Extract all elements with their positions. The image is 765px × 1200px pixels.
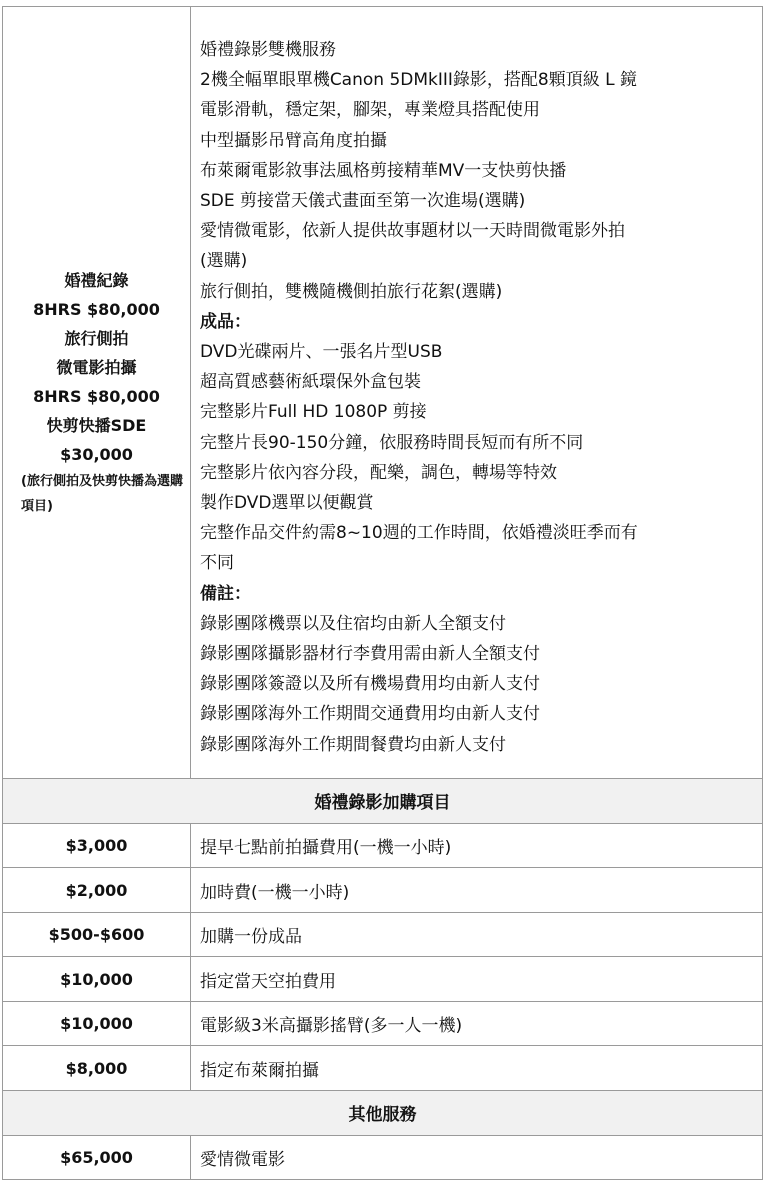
price-row [3,868,763,913]
package-lines [3,266,190,469]
description-line: 錄影團隊簽證以及所有機場費用均由新人支付 [200,674,540,695]
package-line: 微電影拍攝 [56,357,137,377]
description-line: 錄影團隊攝影器材行李費用需由新人全額支付 [200,644,540,665]
description-line: 錄影團隊海外工作期間餐費均由新人支付 [200,734,506,755]
package-description-cell [191,7,763,779]
description-line: 完整片長90-150分鐘，依服務時間長短而有所不同 [200,432,584,453]
description-line: 完整影片依內容分段，配樂，調色，轉場等特效 [200,462,557,483]
package-line: 8HRS $80,000 [33,386,160,406]
item-cell: 指定當天空拍費用 [191,957,763,1002]
pricing-table [2,6,763,1180]
price-cell: $10,000 [3,957,191,1002]
item-cell: 加購一份成品 [191,912,763,957]
description-line: 中型攝影吊臂高角度拍攝 [200,130,387,151]
package-row [3,7,763,779]
package-line: 婚禮紀錄 [64,270,129,290]
description-line: 不同 [200,553,234,574]
description-line: 錄影團隊機票以及住宿均由新人全額支付 [200,613,506,634]
price-row [3,823,763,868]
description-line: 完整作品交件約需8~10週的工作時間，依婚禮淡旺季而有 [200,523,638,544]
item-cell: 電影級3米高攝影搖臂(多一人一機) [191,1001,763,1046]
package-description [200,35,762,760]
price-row [3,912,763,957]
item-cell: 提早七點前拍攝費用(一機一小時) [191,823,763,868]
price-row [3,1135,763,1180]
package-summary-cell [3,7,191,779]
price-cell: $2,000 [3,868,191,913]
item-cell: 加時費(一機一小時) [191,868,763,913]
addons-section-title: 婚禮錄影加購項目 [3,778,763,823]
other-section-title: 其他服務 [3,1090,763,1135]
package-line: 旅行側拍 [64,328,129,348]
description-line: 電影滑軌，穩定架，腳架，專業燈具搭配使用 [200,100,540,121]
price-cell: $8,000 [3,1046,191,1091]
price-row [3,957,763,1002]
description-line: 布萊爾電影敘事法風格剪接精華MV一支快剪快播 [200,160,567,181]
description-line: 完整影片Full HD 1080P 剪接 [200,402,427,423]
description-heading: 備註： [200,583,251,604]
description-heading: 成品： [200,311,251,332]
description-line: 2機全幅單眼單機Canon 5DMkIII錄影，搭配8顆頂級 L 鏡 [200,70,638,91]
description-line: 錄影團隊海外工作期間交通費用均由新人支付 [200,704,540,725]
description-line: 製作DVD選單以便觀賞 [200,493,374,514]
price-cell: $500-$600 [3,912,191,957]
price-cell: $10,000 [3,1001,191,1046]
package-line: $30,000 [60,444,133,464]
addons-list [3,823,763,1090]
package-line: 8HRS $80,000 [33,299,160,319]
description-line: 超高質感藝術紙環保外盒包裝 [200,372,421,393]
description-line: DVD光碟兩片、一張名片型USB [200,342,443,363]
description-line: 旅行側拍，雙機隨機側拍旅行花絮(選購) [200,281,503,302]
item-cell: 愛情微電影 [191,1135,763,1180]
price-row [3,1001,763,1046]
price-row [3,1046,763,1091]
description-line: (選購) [200,251,248,272]
other-services-list [3,1135,763,1180]
package-note: (旅行側拍及快剪快播為選購項目) [21,473,183,514]
price-cell: $3,000 [3,823,191,868]
description-line: 愛情微電影，依新人提供故事題材以一天時間微電影外拍 [200,221,625,242]
price-cell: $65,000 [3,1135,191,1180]
item-cell: 指定布萊爾拍攝 [191,1046,763,1091]
description-line: 婚禮錄影雙機服務 [200,40,336,60]
description-line: SDE 剪接當天儀式畫面至第一次進場(選購) [200,191,526,212]
package-line: 快剪快播SDE [46,415,147,435]
